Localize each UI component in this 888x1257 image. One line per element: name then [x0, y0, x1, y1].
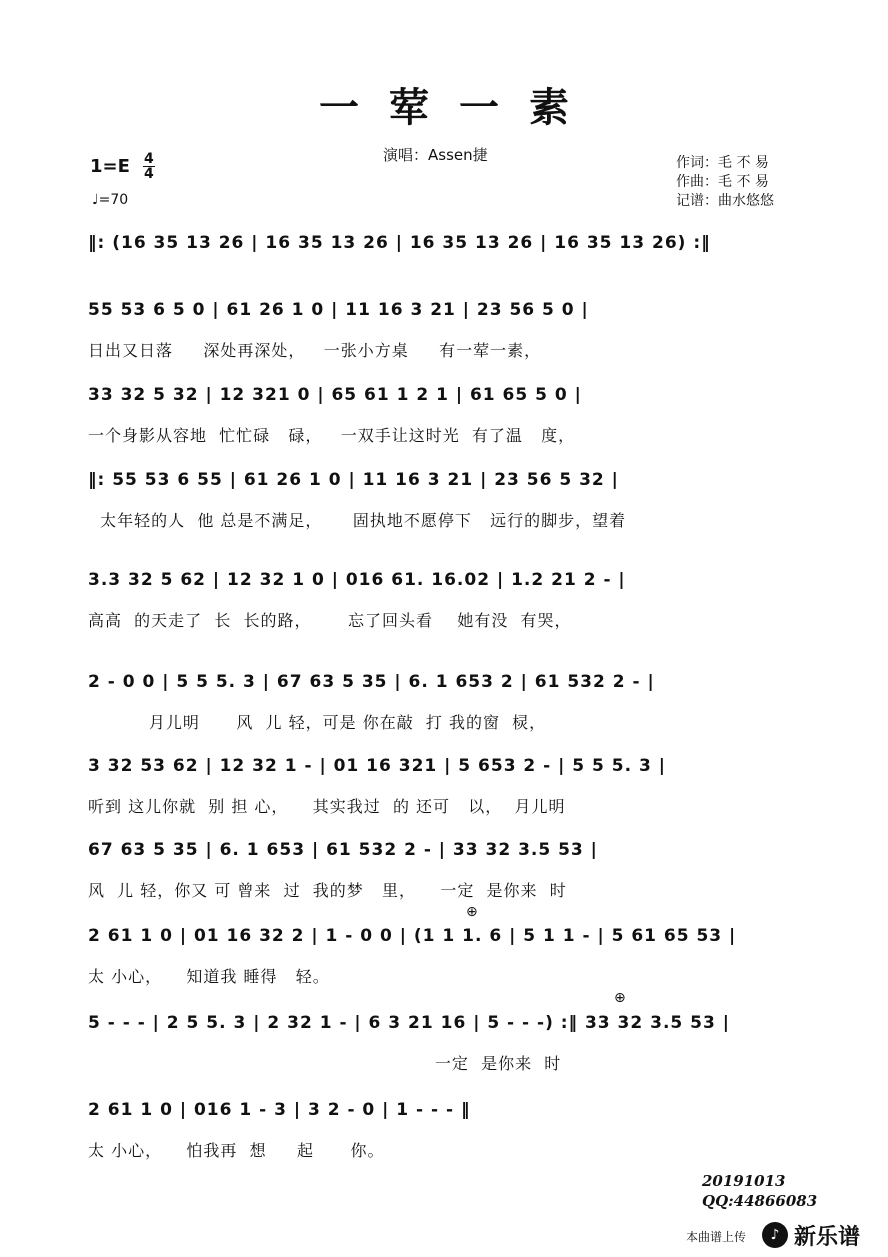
credits — [676, 154, 774, 211]
coda-sign-icon: ⊕ — [614, 990, 626, 1006]
lyrics-line-3: 一个身影从容地 忙忙碌 碌， 一双手让这时光 有了温 度， — [88, 426, 576, 445]
page-title: 一荤一素 — [319, 84, 599, 131]
lyrics-line-7: 听到 这儿你就 别 担 心， 其实我过 的 还可 以， 月儿明 — [88, 797, 566, 816]
time-signature — [143, 152, 155, 181]
lyrics-line-11: 太 小心， 怕我再 想 起 你。 — [88, 1141, 385, 1160]
lyrics-line-6: 月儿明 风 儿 轻，可是 你在敲 打 我的窗 棂， — [88, 713, 547, 732]
lyrics-line-5: 高高 的天走了 长 长的路， 忘了回头看 她有没 有哭， — [88, 611, 572, 630]
music-note-icon: ♪ — [762, 1222, 788, 1248]
lyricist-credit: 作词：毛 不 易 — [676, 155, 769, 171]
key-signature: 1=E — [90, 156, 130, 177]
lyrics-line-4: 太年轻的人 他 总是不满足， 固执地不愿停下 远行的脚步，望着 — [88, 511, 627, 530]
tempo-marking: ♩=70 — [92, 192, 129, 208]
score-system-10: 5 - - - | 2 5 5. 3 | 2 32 1 - | 6 3 21 16 | 5 - - -) :‖ 33 32 3.5 53 | — [88, 1013, 730, 1033]
footer-qq: QQ:44866083 — [702, 1192, 818, 1210]
upload-label: 本曲谱上传 — [686, 1230, 747, 1244]
singer-credit: 演唱：Assen捷 — [383, 146, 488, 164]
score-system-8: 67 63 5 35 | 6. 1 653 | 61 532 2 - | 33 32 3.5 53 | — [88, 840, 598, 860]
brand-logo: 新乐谱 — [794, 1225, 861, 1250]
score-system-6: 2 - 0 0 | 5 5 5. 3 | 67 63 5 35 | 6. 1 653 2 | 61 532 2 - | — [88, 672, 655, 692]
coda-sign-icon: ⊕ — [466, 904, 478, 920]
transcriber-credit: 记谱：曲水悠悠 — [676, 193, 774, 209]
time-signature-top: 4 — [144, 151, 154, 167]
lyrics-line-2: 日出又日落 深处再深处， 一张小方桌 有一荤一素， — [88, 341, 542, 360]
score-system-4: ‖: 55 53 6 55 | 61 26 1 0 | 11 16 3 21 | 23 56 5 32 | — [88, 470, 619, 490]
score-system-9: 2 61 1 0 | 01 16 32 2 | 1 - 0 0 | (1 1 1. 6 | 5 1 1 - | 5 61 65 53 | — [88, 926, 737, 946]
score-system-1: ‖: (16 35 13 26 | 16 35 13 26 | 16 35 13 26 | 16 35 13 26) :‖ — [88, 233, 711, 253]
score-system-3: 33 32 5 32 | 12 321 0 | 65 61 1 2 1 | 61 65 5 0 | — [88, 385, 582, 405]
composer-credit: 作曲：毛 不 易 — [676, 174, 769, 190]
lyrics-line-9: 太 小心， 知道我 睡得 轻。 — [88, 967, 330, 986]
lyrics-line-8: 风 儿 轻，你又 可 曾来 过 我的梦 里， 一定 是你来 时 — [88, 881, 567, 900]
time-signature-bottom: 4 — [144, 166, 154, 182]
score-system-5: 3.3 32 5 62 | 12 32 1 0 | 016 61. 16.02 | 1.2 21 2 - | — [88, 570, 626, 590]
score-system-7: 3 32 53 62 | 12 32 1 - | 01 16 321 | 5 653 2 - | 5 5 5. 3 | — [88, 756, 666, 776]
score-system-2: 55 53 6 5 0 | 61 26 1 0 | 11 16 3 21 | 23 56 5 0 | — [88, 300, 589, 320]
lyrics-line-10: 一定 是你来 时 — [88, 1054, 562, 1073]
score-system-11: 2 61 1 0 | 016 1 - 3 | 3 2 - 0 | 1 - - - ‖ — [88, 1100, 471, 1120]
footer-date: 20191013 — [702, 1172, 786, 1190]
